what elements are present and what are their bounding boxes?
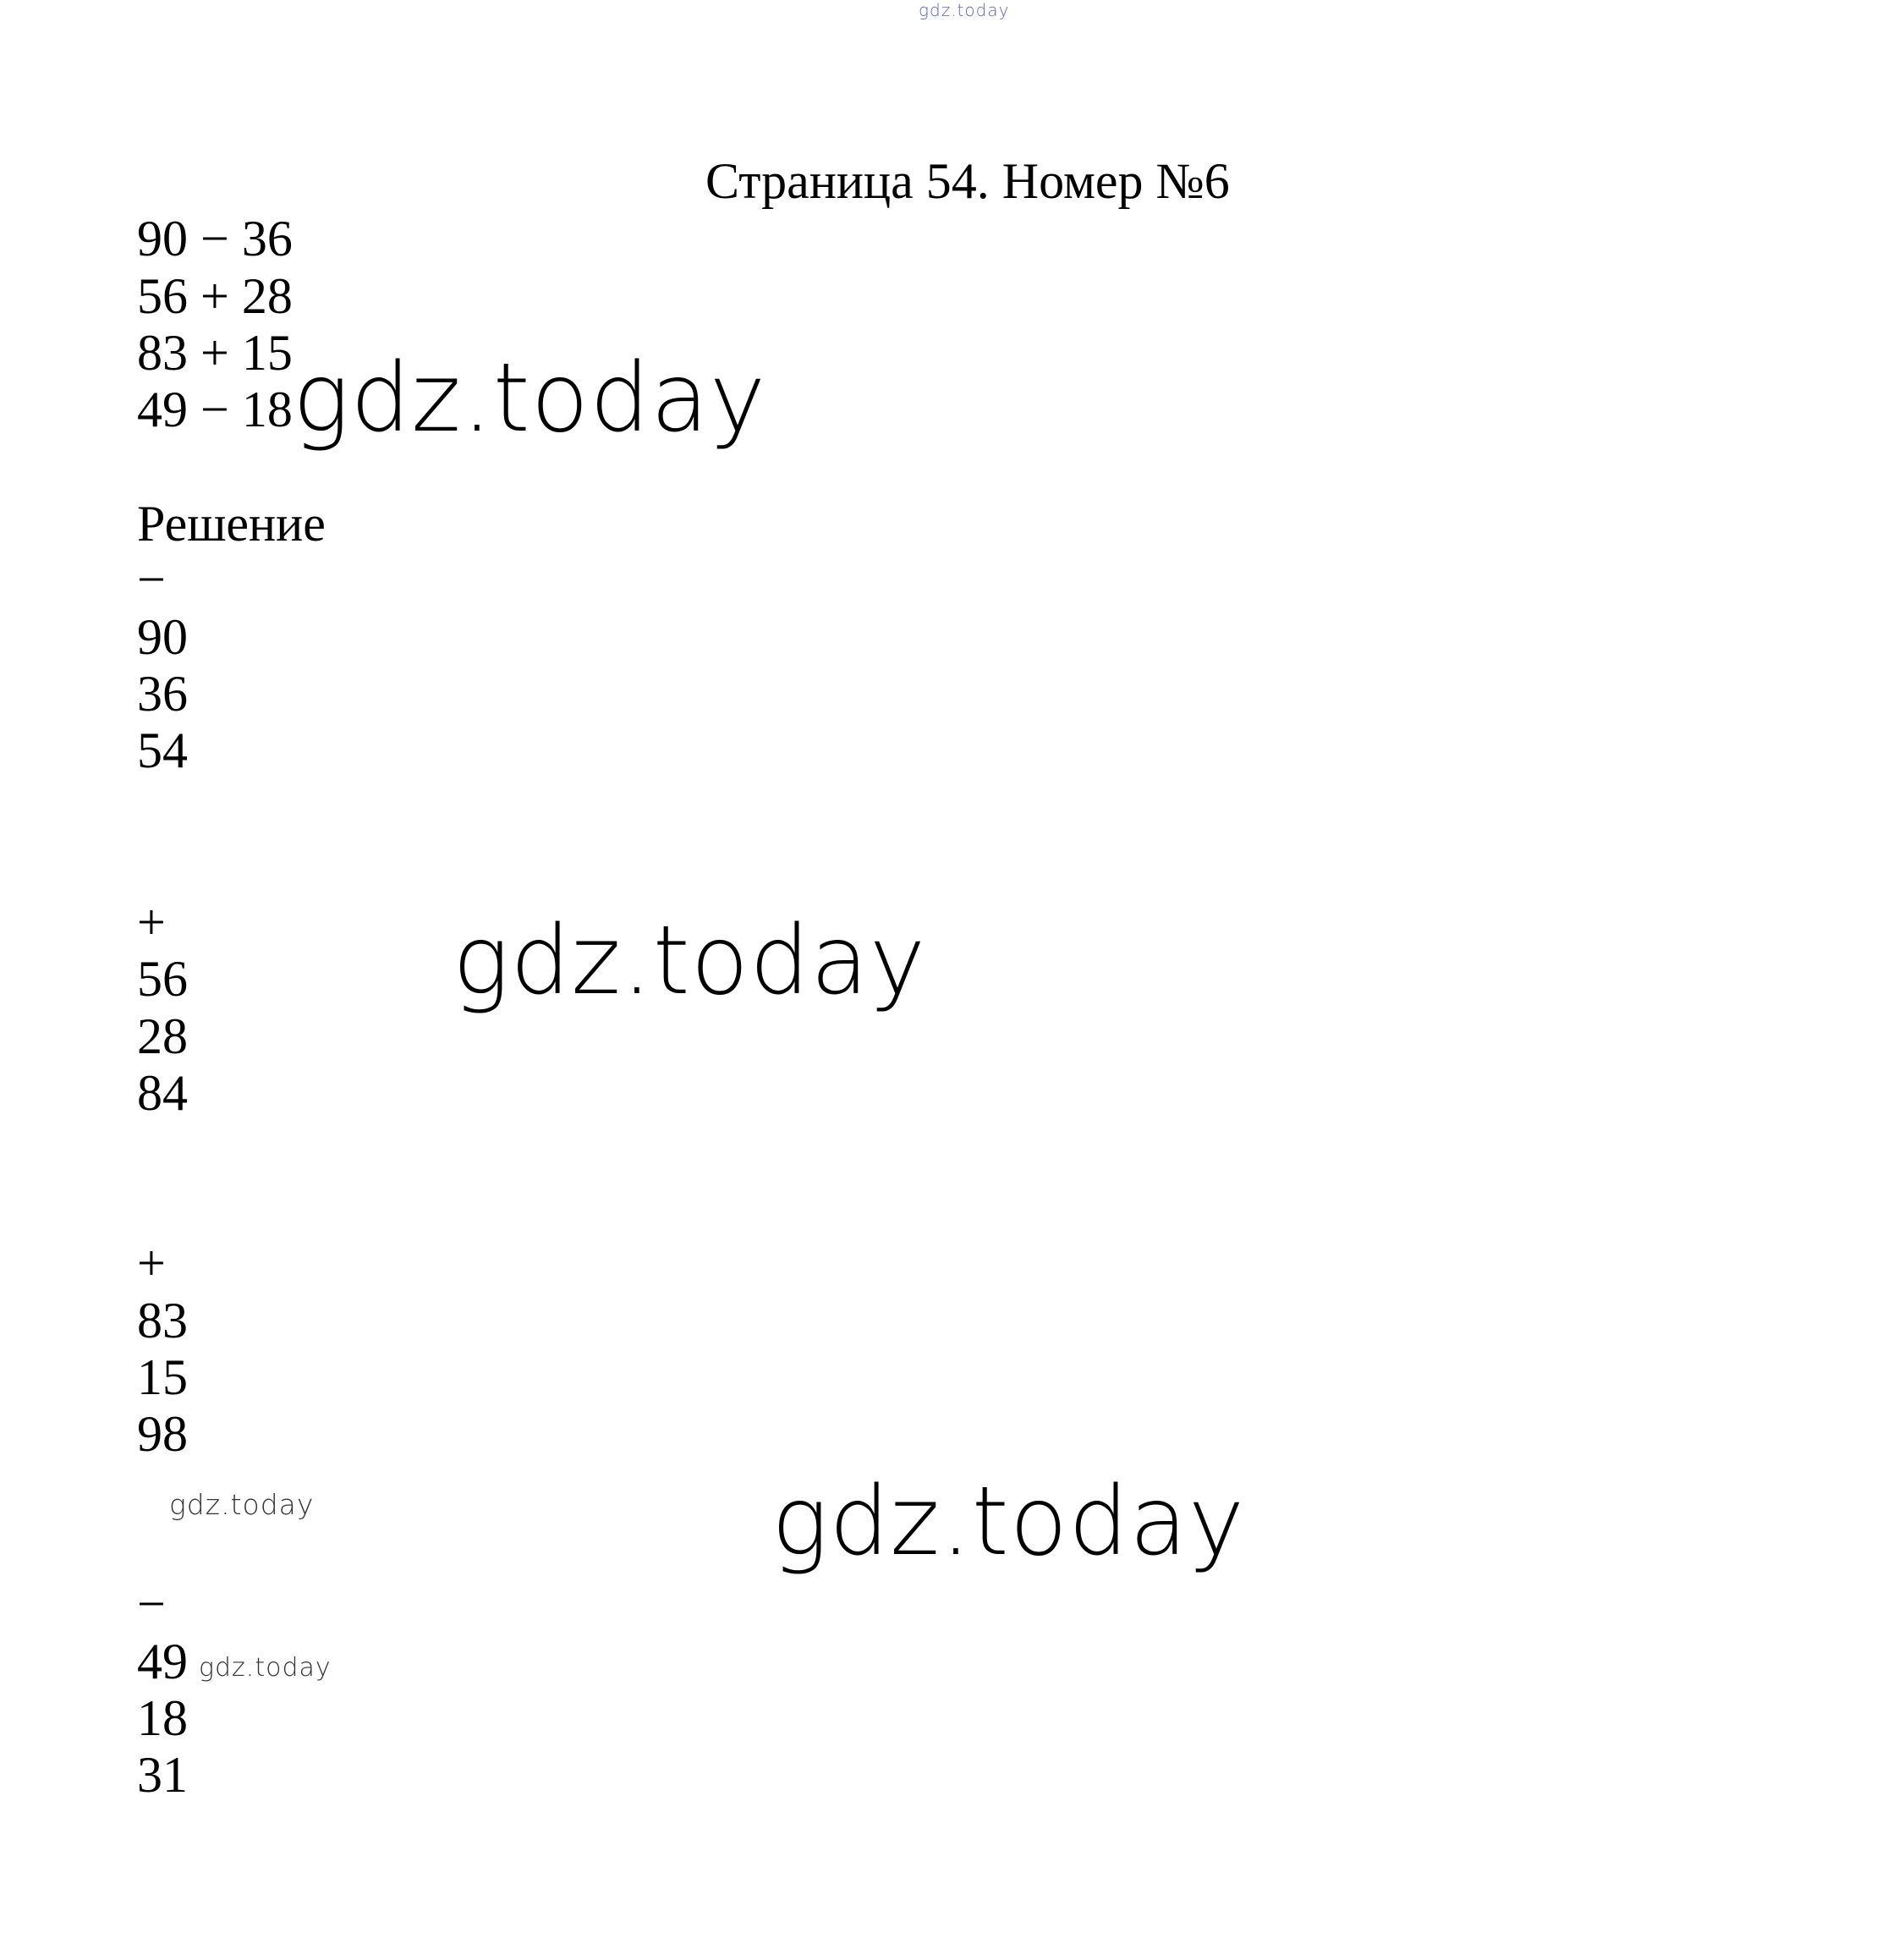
addend-2: 15: [137, 1349, 188, 1405]
problem-item: 90 − 36: [137, 211, 293, 266]
addend-1: 83: [137, 1293, 188, 1348]
watermark-small: gdz.today: [169, 1488, 315, 1521]
operator-sign: −: [137, 552, 166, 607]
minuend: 90: [137, 609, 188, 665]
subtrahend: 36: [137, 666, 188, 722]
page-title: Страница 54. Номер №6: [705, 153, 1230, 209]
problem-item: 83 + 15: [137, 325, 293, 381]
operator-sign: +: [137, 1235, 166, 1291]
result: 31: [137, 1747, 188, 1803]
watermark-large: gdz.today: [453, 906, 927, 1016]
top-watermark: gdz.today: [919, 0, 1010, 20]
operator-sign: +: [137, 894, 166, 950]
result: 84: [137, 1065, 188, 1121]
solution-heading: Решение: [137, 496, 326, 552]
problem-item: 49 − 18: [137, 382, 293, 437]
operator-sign: −: [137, 1576, 166, 1632]
addend-1: 56: [137, 951, 188, 1007]
subtrahend: 18: [137, 1690, 188, 1746]
result: 54: [137, 722, 188, 778]
result: 98: [137, 1406, 188, 1462]
watermark-small: gdz.today: [199, 1653, 332, 1683]
addend-2: 28: [137, 1008, 188, 1064]
problem-item: 56 + 28: [137, 268, 293, 324]
watermark-large: gdz.today: [293, 343, 767, 453]
watermark-large: gdz.today: [771, 1467, 1246, 1577]
minuend: 49: [137, 1634, 188, 1689]
